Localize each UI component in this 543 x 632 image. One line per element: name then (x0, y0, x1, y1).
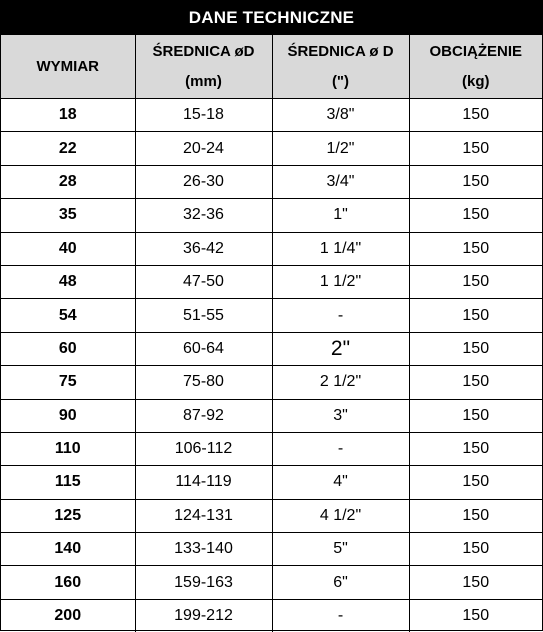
cell-load: 150 (409, 332, 542, 365)
table-body (1, 99, 542, 632)
cell-size: 54 (1, 299, 135, 332)
cell-diameter-inch: 1" (272, 199, 409, 232)
cell-size: 22 (1, 132, 135, 165)
header-diameter-inch (272, 35, 409, 99)
header-load (409, 35, 542, 99)
cell-diameter-mm: 47-50 (135, 265, 272, 298)
table-row (1, 599, 542, 632)
cell-load: 150 (409, 99, 542, 132)
table-row (1, 566, 542, 599)
table-row (1, 232, 542, 265)
cell-diameter-mm: 133-140 (135, 533, 272, 566)
cell-diameter-mm: 199-212 (135, 599, 272, 632)
cell-size: 75 (1, 366, 135, 399)
cell-size: 48 (1, 265, 135, 298)
cell-size: 115 (1, 466, 135, 499)
table-row (1, 466, 542, 499)
cell-size: 200 (1, 599, 135, 632)
cell-diameter-inch: 2" (272, 332, 409, 365)
cell-size: 110 (1, 432, 135, 465)
cell-diameter-mm: 32-36 (135, 199, 272, 232)
header-load-label: OBCIĄŻENIE (410, 37, 543, 67)
cell-diameter-mm: 114-119 (135, 466, 272, 499)
cell-diameter-inch: 1 1/2" (272, 265, 409, 298)
cell-diameter-mm: 106-112 (135, 432, 272, 465)
cell-load: 150 (409, 599, 542, 632)
cell-size: 140 (1, 533, 135, 566)
table-row (1, 332, 542, 365)
cell-load: 150 (409, 232, 542, 265)
cell-load: 150 (409, 265, 542, 298)
header-diameter-mm-label: ŚREDNICA øD (136, 37, 272, 67)
cell-diameter-inch: 4 1/2" (272, 499, 409, 532)
header-row (1, 35, 542, 99)
technical-data-table (1, 35, 542, 632)
cell-size: 160 (1, 566, 135, 599)
table-title: DANE TECHNICZNE (1, 1, 542, 35)
cell-diameter-inch: 3/8" (272, 99, 409, 132)
header-load-unit: (kg) (410, 67, 543, 97)
cell-load: 150 (409, 499, 542, 532)
cell-load: 150 (409, 399, 542, 432)
cell-diameter-mm: 36-42 (135, 232, 272, 265)
table-row (1, 432, 542, 465)
cell-diameter-mm: 26-30 (135, 165, 272, 198)
cell-size: 18 (1, 99, 135, 132)
cell-diameter-inch: - (272, 432, 409, 465)
header-diameter-mm-unit: (mm) (136, 67, 272, 97)
cell-diameter-mm: 51-55 (135, 299, 272, 332)
table-row (1, 199, 542, 232)
cell-diameter-inch: 5" (272, 533, 409, 566)
cell-size: 35 (1, 199, 135, 232)
table-row (1, 132, 542, 165)
cell-load: 150 (409, 199, 542, 232)
table-row (1, 399, 542, 432)
cell-diameter-inch: 3" (272, 399, 409, 432)
header-size (1, 35, 135, 99)
cell-diameter-inch: 3/4" (272, 165, 409, 198)
cell-diameter-mm: 87-92 (135, 399, 272, 432)
cell-load: 150 (409, 432, 542, 465)
cell-diameter-inch: 6" (272, 566, 409, 599)
cell-diameter-inch: 4" (272, 466, 409, 499)
cell-size: 90 (1, 399, 135, 432)
header-diameter-mm (135, 35, 272, 99)
cell-load: 150 (409, 299, 542, 332)
cell-size: 125 (1, 499, 135, 532)
cell-diameter-mm: 20-24 (135, 132, 272, 165)
cell-diameter-mm: 75-80 (135, 366, 272, 399)
table-row (1, 499, 542, 532)
cell-size: 60 (1, 332, 135, 365)
cell-load: 150 (409, 165, 542, 198)
cell-size: 28 (1, 165, 135, 198)
cell-diameter-mm: 60-64 (135, 332, 272, 365)
cell-diameter-inch: - (272, 599, 409, 632)
cell-diameter-inch: - (272, 299, 409, 332)
header-diameter-inch-unit: (") (273, 67, 409, 97)
table-row (1, 99, 542, 132)
cell-size: 40 (1, 232, 135, 265)
header-diameter-inch-label: ŚREDNICA ø D (273, 37, 409, 67)
cell-diameter-inch: 1 1/4" (272, 232, 409, 265)
cell-diameter-inch: 2 1/2" (272, 366, 409, 399)
cell-diameter-inch: 1/2" (272, 132, 409, 165)
cell-diameter-mm: 124-131 (135, 499, 272, 532)
header-size-label: WYMIAR (1, 52, 135, 82)
table-row (1, 265, 542, 298)
table-row (1, 533, 542, 566)
cell-diameter-mm: 15-18 (135, 99, 272, 132)
table-row (1, 165, 542, 198)
cell-load: 150 (409, 533, 542, 566)
cell-load: 150 (409, 366, 542, 399)
cell-load: 150 (409, 132, 542, 165)
cell-diameter-mm: 159-163 (135, 566, 272, 599)
table-row (1, 366, 542, 399)
cell-load: 150 (409, 566, 542, 599)
table-row (1, 299, 542, 332)
cell-load: 150 (409, 466, 542, 499)
